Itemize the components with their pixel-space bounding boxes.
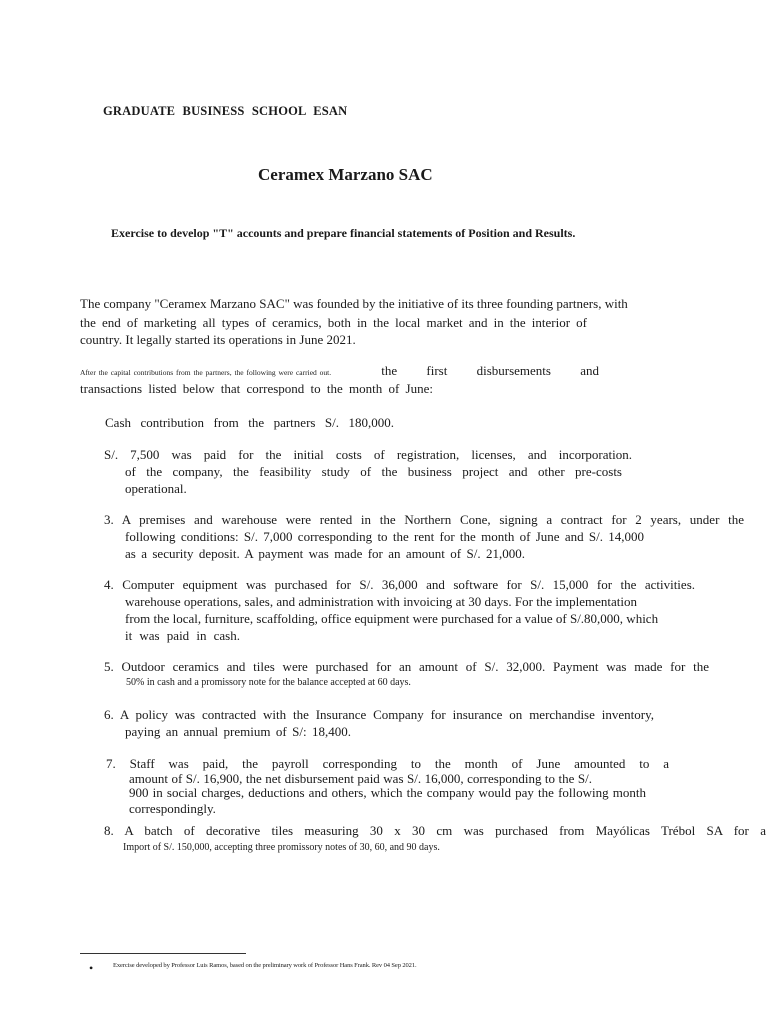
- list-item-7-line-1: 7. Staff was paid, the payroll corresponding to the month of June amounted to a: [106, 756, 669, 771]
- intro-line-4: [80, 363, 599, 379]
- list-item-4-line-2: warehouse operations, sales, and administration with invoicing at 30 days. For the implementation: [125, 594, 637, 609]
- list-item-7-line-3: 900 in social charges, deductions and others, which the company would pay the following month: [129, 785, 646, 800]
- list-item-5-line-2: 50% in cash and a promissory note for the balance accepted at 60 days.: [126, 677, 411, 688]
- list-item-4-line-3: from the local, furniture, scaffolding, office equipment were purchased for a value of S/.80,000, which: [125, 611, 659, 626]
- list-item-5-line-1: 5. Outdoor ceramics and tiles were purchased for an amount of S/. 32,000. Payment was made for the: [104, 659, 709, 674]
- list-item-6-line-2: paying an annual premium of S/: 18,400.: [125, 724, 351, 739]
- intro-line-3: country. It legally started its operations in June 2021.: [80, 332, 356, 347]
- intro-line-4-rest: the first disbursements and: [381, 363, 599, 378]
- list-item-3-line-1: 3. A premises and warehouse were rented in the Northern Cone, signing a contract for 2 years, under the: [104, 512, 744, 527]
- footnote-bullet: •: [89, 961, 94, 975]
- list-item-4-line-4: it was paid in cash.: [125, 628, 240, 643]
- list-item-8-line-2: Import of S/. 150,000, accepting three promissory notes of 30, 60, and 90 days.: [123, 842, 440, 853]
- footnote-divider: [80, 953, 246, 954]
- intro-line-1: The company "Ceramex Marzano SAC" was founded by the initiative of its three founding partners, with: [80, 296, 628, 311]
- list-item-2-line-1: S/. 7,500 was paid for the initial costs of registration, licenses, and incorporation.: [104, 447, 632, 462]
- intro-line-4-small: After the capital contributions from the partners, the following were carried out.: [80, 368, 332, 377]
- document-title: Ceramex Marzano SAC: [258, 165, 433, 184]
- list-item-4-line-1: 4. Computer equipment was purchased for S/. 36,000 and software for S/. 15,000 for the activities.: [104, 577, 695, 592]
- list-item-7-line-4: correspondingly.: [129, 801, 216, 816]
- list-item-6-line-1: 6. A policy was contracted with the Insurance Company for insurance on merchandise inventory,: [104, 707, 654, 722]
- list-item-2-line-3: operational.: [125, 481, 187, 496]
- intro-line-2: the end of marketing all types of ceramics, both in the local market and in the interior of: [80, 315, 587, 330]
- document-subtitle: Exercise to develop "T" accounts and prepare financial statements of Position and Results.: [111, 226, 576, 240]
- list-item-2-line-2: of the company, the feasibility study of the business project and other pre-costs: [125, 464, 622, 479]
- list-item-3-line-2: following conditions: S/. 7,000 corresponding to the rent for the month of June and S/. 14,000: [125, 529, 644, 544]
- intro-line-5: transactions listed below that correspond to the month of June:: [80, 381, 433, 396]
- list-item-7-line-2: amount of S/. 16,900, the net disbursement paid was S/. 16,000, corresponding to the S/.: [129, 771, 592, 786]
- list-item-cash: Cash contribution from the partners S/. 180,000.: [105, 415, 394, 430]
- list-item-8-line-1: 8. A batch of decorative tiles measuring 30 x 30 cm was purchased from Mayólicas Trébol SA for a: [104, 823, 766, 838]
- list-item-3-line-3: as a security deposit. A payment was made for an amount of S/. 21,000.: [125, 546, 525, 561]
- footnote-text: Exercise developed by Professor Luis Ramos, based on the preliminary work of Professor Hans Frank. Rev 04 Sep 2021.: [113, 962, 417, 969]
- school-name: GRADUATE BUSINESS SCHOOL ESAN: [103, 104, 348, 118]
